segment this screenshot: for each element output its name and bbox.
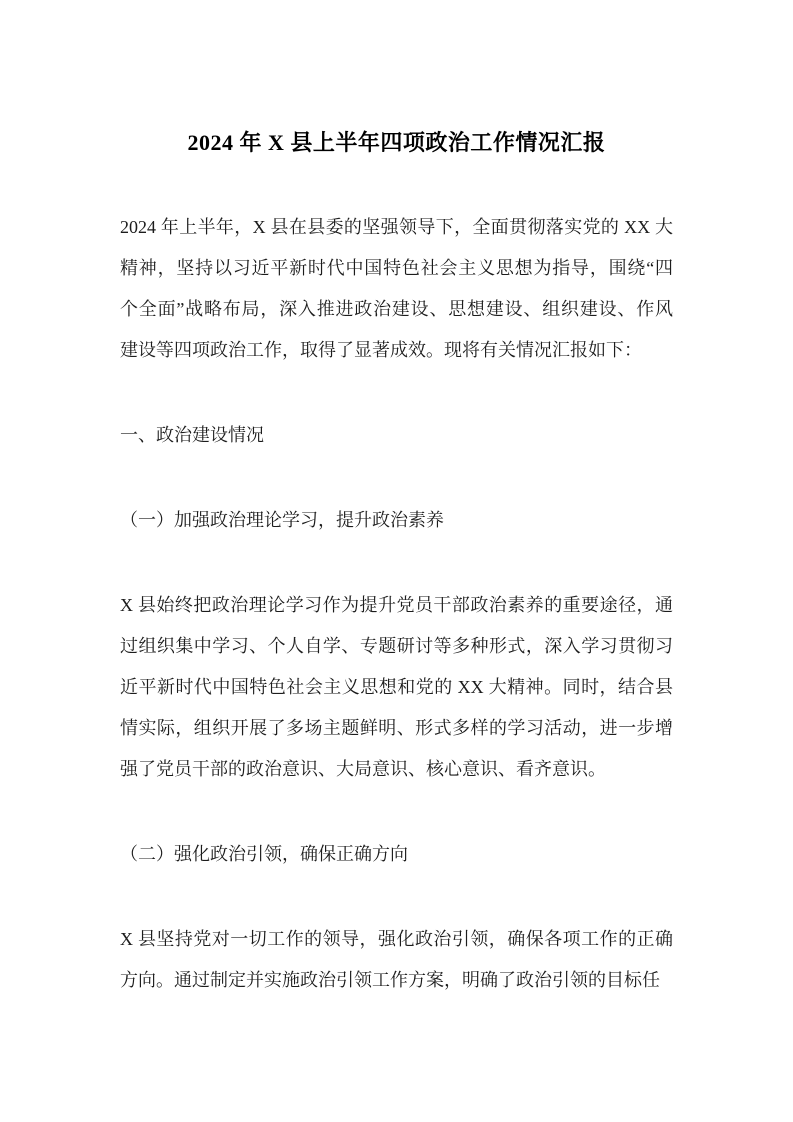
text-line: （二）强化政治引领，确保正确方向	[120, 844, 408, 864]
text-line: X 县坚持党对一切工作的领导，强化政治引领，确保各项工作的正确	[120, 929, 673, 949]
text-line: 2024 年上半年，X 县在县委的坚强领导下，全面贯彻落实党的 XX 大	[120, 217, 673, 237]
section-subheading	[120, 500, 673, 541]
paragraph	[120, 919, 673, 1001]
section-subheading	[120, 834, 673, 875]
text-line: 强了党员干部的政治意识、大局意识、核心意识、看齐意识。	[120, 759, 606, 779]
paragraph	[120, 207, 673, 371]
text-line: （一）加强政治理论学习，提升政治素养	[120, 510, 444, 530]
text-line: 近平新时代中国特色社会主义思想和党的 XX 大精神。同时，结合县	[120, 677, 673, 697]
text-line: 方向。通过制定并实施政治引领工作方案，明确了政治引领的目标任	[120, 970, 660, 990]
document-body	[120, 207, 673, 1001]
section-heading	[120, 415, 673, 456]
text-line: 个全面”战略布局，深入推进政治建设、思想建设、组织建设、作风	[120, 299, 673, 319]
text-line: 精神，坚持以习近平新时代中国特色社会主义思想为指导，围绕“四	[120, 258, 673, 278]
text-line: 一、政治建设情况	[120, 425, 264, 445]
text-line: 过组织集中学习、个人自学、专题研讨等多种形式，深入学习贯彻习	[120, 636, 673, 656]
text-line: 建设等四项政治工作，取得了显著成效。现将有关情况汇报如下：	[120, 340, 642, 360]
paragraph	[120, 585, 673, 790]
text-line: X 县始终把政治理论学习作为提升党员干部政治素养的重要途径，通	[120, 595, 673, 615]
text-line: 情实际，组织开展了多场主题鲜明、形式多样的学习活动，进一步增	[120, 718, 673, 738]
document-title: 2024 年 X 县上半年四项政治工作情况汇报	[187, 130, 606, 155]
